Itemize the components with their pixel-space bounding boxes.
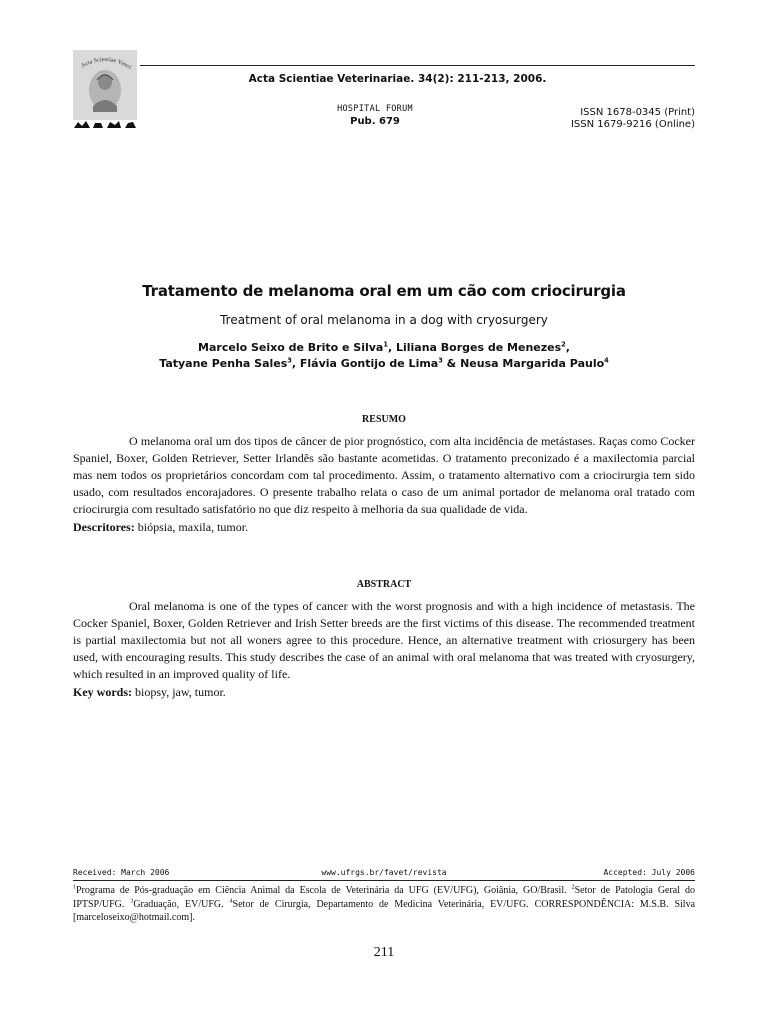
author-name: Neusa Margarida Paulo: [460, 357, 605, 370]
journal-logo: [73, 50, 137, 130]
journal-citation: Acta Scientiae Veterinariae. 34(2): 211-213, 2006.: [248, 73, 547, 85]
author-affiliation: 4: [604, 356, 609, 365]
affiliations-footnote: $^1$Programa de Pós-graduação em Ciência Animal da Escola de Veterinária da UFG (EV/UFG), Goiânia, GO/Brasil. $^2$Setor de Patologia Geral do IPTSP/UFG. $^3$Graduação, EV/UFG. $^4$Setor de Cirurgia, Departamento de Medicina Veterinária, EV/UFG. CORRESPONDÊNCIA: M.S.B. Silva [marceloseixo@hotmail.com].: [73, 884, 696, 923]
abstract-text: Oral melanoma is one of the types of cancer with the worst prognosis and with a high incidence of metastasis. The Cocker Spaniel, Boxer, Golden Retriever and Irish Setter breeds are the first victims of this disease. The recommended treatment is partial maxilectomia but not all woners agree to this procedure. Hence, an alternative treatment with criosurgery has been used, with encouraging results. This study describes the case of an animal with oral melanoma that was treated with cryosurgery, which resulted in an improved quality of life.: [73, 599, 695, 681]
author-affiliation: 3: [438, 356, 443, 365]
publication-number: Pub. 679: [350, 116, 400, 127]
authors-line-2: Tatyane Penha Sales$^3$, Flávia Gontijo de Lima$^3$ & Neusa Margarida Paulo$^4$: [159, 356, 609, 370]
page-number: 211: [373, 945, 395, 960]
author-name: Tatyane Penha Sales: [159, 357, 288, 370]
resumo-keywords: [73, 520, 695, 535]
abstract-keywords: [73, 685, 695, 700]
author-affiliation: 1: [383, 340, 388, 349]
footer-rule: [73, 880, 695, 881]
author-name: Flávia Gontijo de Lima: [299, 357, 439, 370]
journal-website[interactable]: www.ufrgs.br/favet/revista: [321, 868, 447, 877]
received-date: Received: March 2006: [73, 868, 170, 877]
article-title-english: Treatment of oral melanoma in a dog with cryosurgery: [220, 313, 548, 327]
resumo-heading: RESUMO: [362, 414, 406, 425]
author-name: Marcelo Seixo de Brito e Silva: [198, 341, 384, 354]
resumo-text: O melanoma oral um dos tipos de câncer de pior prognóstico, com alta incidência de metástases. Raças como Cocker Spaniel, Boxer, Golden Retriever, Setter Irlandês são bastante acometidas. O tratamento preconizado é a maxilectomia parcial mas nem todos os proprietários concordam com tal procedimento. Assim, o tratamento alternativo com a criocirurgia tem sido usado, com resultados encorajadores. O presente trabalho relata o caso de um animal portador de melanoma oral tratado com criocirurgia com resultado satisfatório no que diz respeito à melhoria da sua qualidade de vida.: [73, 434, 695, 516]
abstract-heading: ABSTRACT: [356, 579, 412, 590]
issn-print: ISSN 1678-0345 (Print): [580, 107, 695, 118]
keywords-label: Key words:: [73, 685, 132, 699]
authors-line-1: Marcelo Seixo de Brito e Silva$^1$, Liliana Borges de Menezes$^2$,: [198, 340, 570, 354]
accepted-date: Accepted: July 2006: [603, 868, 695, 877]
logo-text: Acta Scientiae Veteri: [80, 56, 133, 71]
author-affiliation: 3: [287, 356, 292, 365]
issn-online: ISSN 1679-9216 (Online): [570, 119, 695, 130]
section-label: HOSPITAL FORUM: [337, 104, 413, 114]
author-affiliation: 2: [561, 340, 566, 349]
keywords-label: Descritores:: [73, 520, 135, 534]
article-title: Tratamento de melanoma oral em um cão com criocirurgia: [142, 282, 626, 300]
keywords-value: biopsy, jaw, tumor.: [135, 685, 226, 699]
header-rule: [140, 65, 695, 66]
keywords-value: biópsia, maxila, tumor.: [137, 520, 249, 534]
author-name: Liliana Borges de Menezes: [395, 341, 562, 354]
